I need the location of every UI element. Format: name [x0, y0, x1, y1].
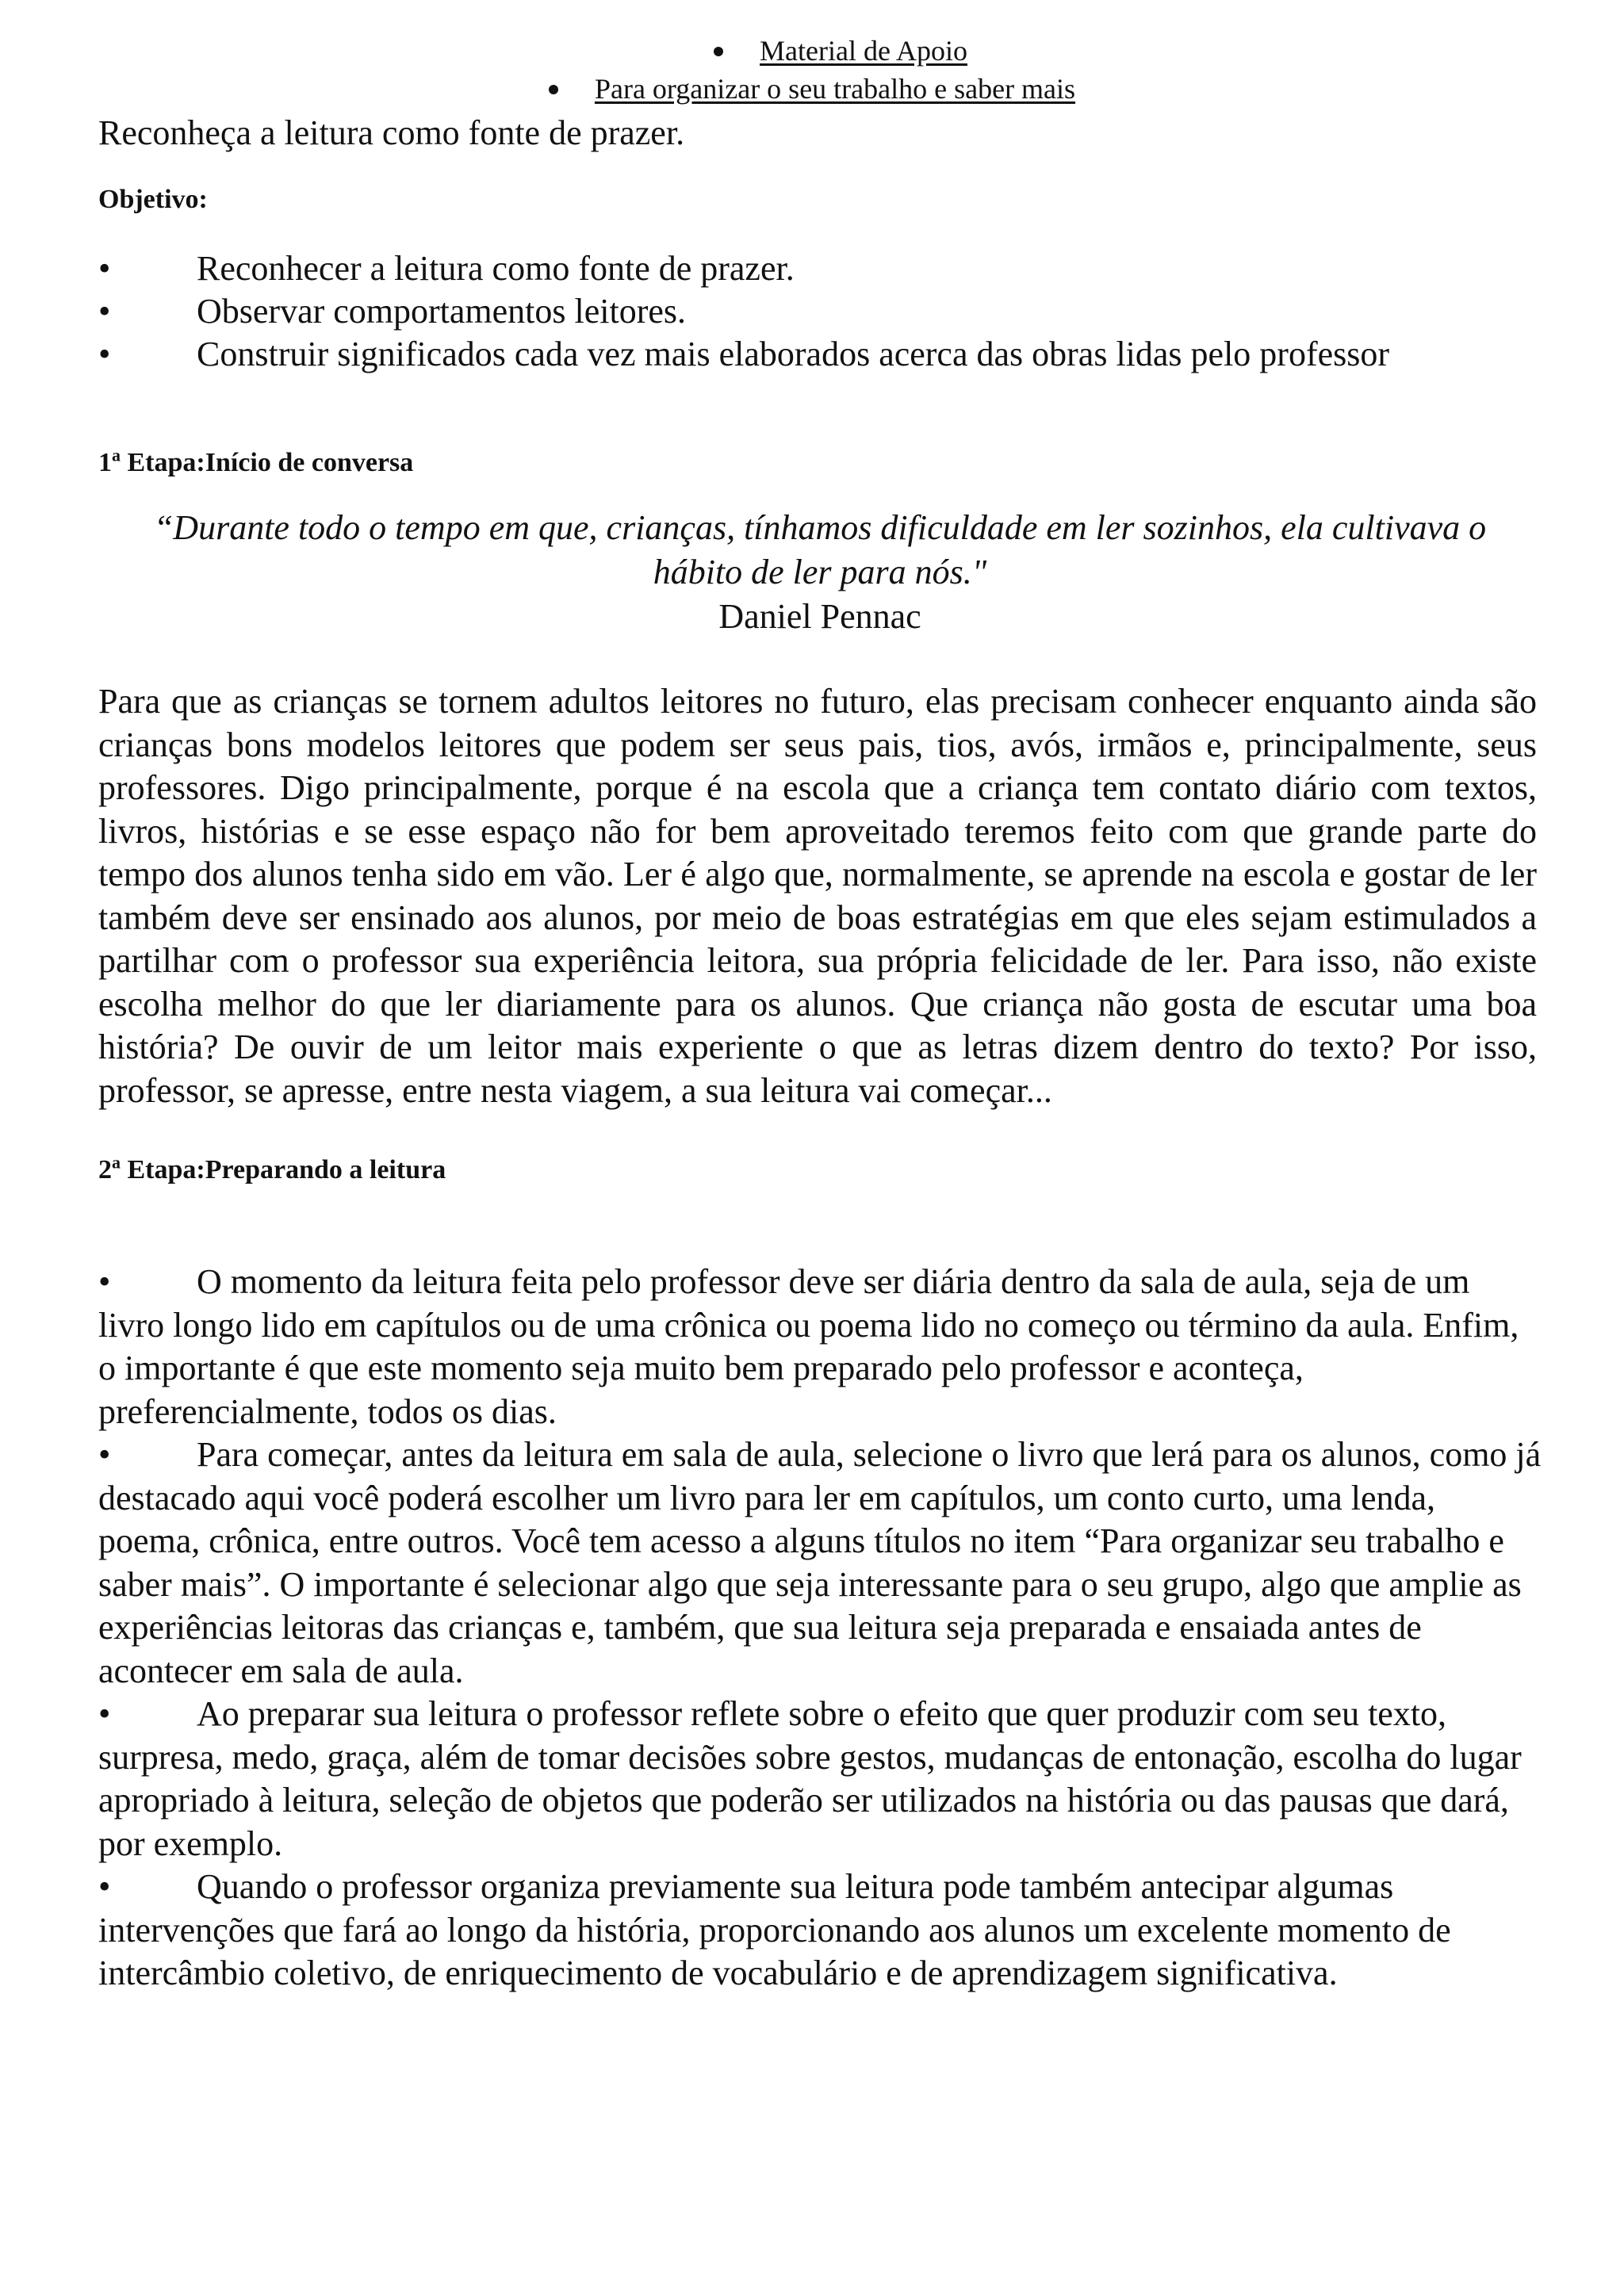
bullet-mark: •: [98, 335, 111, 373]
page-title: Reconheça a leitura como fonte de prazer.: [98, 113, 685, 152]
step2-ordinal: a: [112, 1152, 121, 1173]
step2-item-text: O momento da leitura feita pelo professor deve ser diária dentro da sala de aula, seja de um livro longo lido em capítulos ou de uma crônica ou poema lido no começo ou término da aula. Enfim, o importante é que este momento seja muito bem preparado pelo professor e aconteça, preferencialmente, todos os dias.: [98, 1262, 1519, 1431]
step2-heading: [98, 1153, 446, 1188]
bullet-dot-icon: [714, 47, 723, 56]
bullet-mark: •: [98, 1435, 111, 1474]
quote-author: Daniel Pennac: [718, 597, 921, 636]
bullet-mark: •: [98, 1867, 111, 1906]
material-de-apoio-link[interactable]: Material de Apoio: [760, 35, 967, 67]
objective-item-text: Reconhecer a leitura como fonte de prazer.: [197, 249, 795, 288]
bullet-mark: •: [98, 249, 111, 288]
bullet-mark: •: [98, 1262, 111, 1301]
objective-item-text: Observar comportamentos leitores.: [197, 292, 687, 331]
objective-item-text: Construir significados cada vez mais elaborados acerca das obras lidas pelo professor: [197, 335, 1390, 373]
organizar-trabalho-link[interactable]: Para organizar o seu trabalho e saber mais: [594, 73, 1076, 105]
step2-heading-text: Etapa:Preparando a leitura: [127, 1155, 446, 1184]
objective-list: [98, 247, 1573, 376]
bullet-mark: •: [98, 1694, 111, 1733]
step2-item-text: Quando o professor organiza previamente sua leitura pode também antecipar algumas intervenções que fará ao longo da história, proporcionando aos alunos um excelente momento de intercâmbio coletivo, de enriquecimento de vocabulário e de aprendizagem significativa.: [98, 1867, 1451, 1992]
step2-item-text: Ao preparar sua leitura o professor reflete sobre o efeito que quer produzir com seu texto, surpresa, medo, graça, além de tomar decisões sobre gestos, mudanças de entonação, escolha do lugar apropriado à leitura, seleção de objetos que poderão ser utilizados na história ou das pausas que dará, por exemplo.: [98, 1694, 1522, 1863]
top-link-item-material: [0, 32, 1624, 70]
step2-item-text: Para começar, antes da leitura em sala de aula, selecione o livro que lerá para os alunos, como já destacado aqui você poderá escolher um livro para ler em capítulos, um conto curto, uma lenda, poema, crônica, entre outros. Você tem acesso a alguns títulos no item “Para organizar seu trabalho e saber mais”. O importante é selecionar algo que seja interessante para o seu grupo, algo que amplie as experiências leitoras das crianças e, também, que sua leitura seja preparada e ensaiada antes de acontecer em sala de aula.: [98, 1435, 1542, 1690]
step2-item: [98, 1693, 1542, 1866]
objective-item: [98, 290, 1573, 333]
objective-heading: Objetivo:: [98, 185, 208, 214]
step1-heading-text: Etapa:Início de conversa: [127, 448, 414, 477]
bullet-dot-icon: [549, 85, 558, 94]
quote-line-2: hábito de ler para nós.": [653, 553, 987, 591]
quote-line-1: “Durante todo o tempo em que, crianças, tínhamos dificuldade em ler sozinhos, ela cultivava o: [153, 508, 1487, 547]
step1-number: 1: [98, 448, 112, 477]
step2-item: [98, 1433, 1542, 1693]
objective-item: [98, 333, 1573, 376]
top-link-item-organizar: [0, 70, 1624, 108]
step2-item: [98, 1261, 1542, 1433]
bullet-mark: •: [98, 292, 111, 331]
quote-block: [98, 506, 1542, 639]
objective-item: [98, 247, 1573, 290]
step1-ordinal: a: [112, 445, 121, 465]
step2-number: 2: [98, 1155, 112, 1184]
step2-list: [98, 1261, 1542, 1996]
step1-paragraph: Para que as crianças se tornem adultos leitores no futuro, elas precisam conhecer enquanto ainda são crianças bons modelos leitores que podem ser seus pais, tios, avós, irmãos e, principalmente, seus professores. Digo principalmente, porque é na escola que a criança tem contato diário com textos, livros, histórias e se esse espaço não for bem aproveitado teremos feito com que grande parte do tempo dos alunos tenha sido em vão. Ler é algo que, normalmente, se aprende na escola e gostar de ler também deve ser ensinado aos alunos, por meio de boas estratégias em que eles sejam estimulados a partilhar com o professor sua experiência leitora, sua própria felicidade de ler. Para isso, não existe escolha melhor do que ler diariamente para os alunos. Que criança não gosta de escutar uma boa história? De ouvir de um leitor mais experiente o que as letras dizem dentro do texto? Por isso, professor, se apresse, entre nesta viagem, a sua leitura vai começar...: [98, 682, 1537, 1110]
step2-item: [98, 1866, 1542, 1996]
top-links-list: [0, 32, 1624, 108]
step1-heading: [98, 446, 413, 480]
